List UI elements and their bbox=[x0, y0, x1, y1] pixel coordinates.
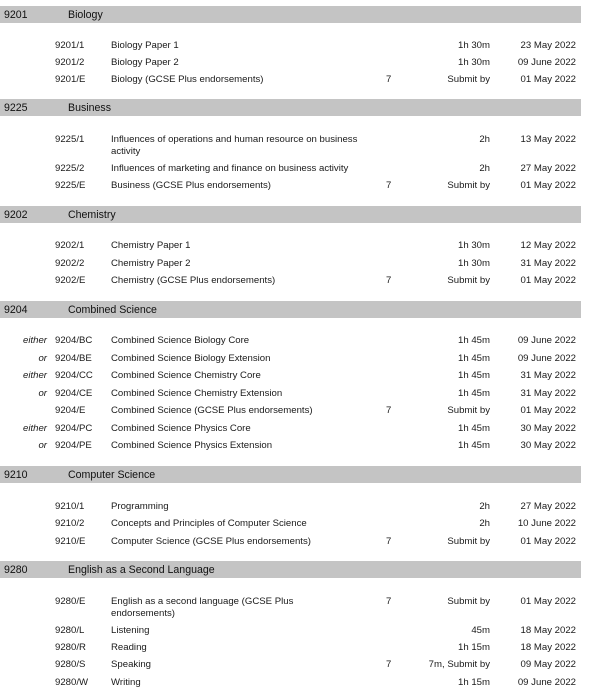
paper-code: 9280/E bbox=[55, 596, 86, 607]
table-row bbox=[0, 132, 595, 158]
table-row bbox=[0, 256, 595, 272]
duration: 1h 30m bbox=[458, 40, 490, 51]
paper-title: Reading bbox=[111, 642, 147, 653]
table-row bbox=[0, 675, 595, 691]
units: 7 bbox=[386, 275, 392, 286]
duration: 1h 45m bbox=[458, 370, 490, 381]
paper-title: Combined Science Physics Extension bbox=[111, 440, 273, 451]
section-header bbox=[0, 99, 581, 116]
duration: 2h bbox=[479, 163, 490, 174]
duration: 1h 30m bbox=[458, 240, 490, 251]
exam-date: 09 May 2022 bbox=[520, 659, 576, 670]
table-row bbox=[0, 640, 595, 656]
section-header bbox=[0, 561, 581, 578]
exam-date: 31 May 2022 bbox=[520, 258, 576, 269]
duration: 1h 15m bbox=[458, 642, 490, 653]
paper-code: 9204/E bbox=[55, 405, 86, 416]
paper-code: 9204/PE bbox=[55, 440, 92, 451]
paper-title: Chemistry Paper 2 bbox=[111, 258, 191, 269]
table-row bbox=[0, 238, 595, 254]
section-name: Combined Science bbox=[68, 303, 157, 316]
either-or-prefix: or bbox=[38, 440, 47, 451]
paper-title: Combined Science Biology Core bbox=[111, 335, 250, 346]
paper-code: 9280/S bbox=[55, 659, 86, 670]
table-row bbox=[0, 499, 595, 515]
paper-code: 9210/2 bbox=[55, 518, 85, 529]
duration: 1h 45m bbox=[458, 423, 490, 434]
paper-title: Computer Science (GCSE Plus endorsements) bbox=[111, 536, 311, 547]
paper-code: 9204/PC bbox=[55, 423, 93, 434]
section-header bbox=[0, 206, 581, 223]
paper-code: 9204/CC bbox=[55, 370, 93, 381]
paper-code: 9210/E bbox=[55, 536, 86, 547]
section-code: 9201 bbox=[4, 8, 28, 21]
exam-date: 01 May 2022 bbox=[520, 74, 576, 85]
exam-date: 09 June 2022 bbox=[517, 353, 576, 364]
section-header bbox=[0, 6, 581, 23]
table-row bbox=[0, 333, 595, 349]
units: 7 bbox=[386, 405, 392, 416]
duration: 1h 45m bbox=[458, 353, 490, 364]
table-row bbox=[0, 55, 595, 71]
either-or-prefix: or bbox=[38, 353, 47, 364]
either-or-prefix: either bbox=[23, 335, 47, 346]
table-row bbox=[0, 438, 595, 454]
either-or-prefix: or bbox=[38, 388, 47, 399]
exam-date: 01 May 2022 bbox=[520, 275, 576, 286]
paper-title: Chemistry (GCSE Plus endorsements) bbox=[111, 275, 276, 286]
exam-date: 01 May 2022 bbox=[520, 180, 576, 191]
table-row bbox=[0, 351, 595, 367]
duration: 2h bbox=[479, 501, 490, 512]
units: 7 bbox=[386, 596, 392, 607]
duration: 1h 45m bbox=[458, 388, 490, 399]
section-code: 9204 bbox=[4, 303, 28, 316]
paper-title: Biology Paper 2 bbox=[111, 57, 179, 68]
exam-date: 30 May 2022 bbox=[520, 423, 576, 434]
paper-code: 9210/1 bbox=[55, 501, 85, 512]
exam-date: 30 May 2022 bbox=[520, 440, 576, 451]
paper-title: Biology Paper 1 bbox=[111, 40, 179, 51]
paper-title: Chemistry Paper 1 bbox=[111, 240, 191, 251]
duration: Submit by bbox=[447, 536, 490, 547]
exam-date: 31 May 2022 bbox=[520, 370, 576, 381]
exam-date: 27 May 2022 bbox=[520, 163, 576, 174]
exam-date: 27 May 2022 bbox=[520, 501, 576, 512]
section-code: 9280 bbox=[4, 563, 28, 576]
exam-date: 01 May 2022 bbox=[520, 596, 576, 607]
exam-date: 09 June 2022 bbox=[517, 677, 576, 688]
exam-date: 01 May 2022 bbox=[520, 536, 576, 547]
duration: 1h 45m bbox=[458, 440, 490, 451]
section-header bbox=[0, 301, 581, 318]
section-header bbox=[0, 466, 581, 483]
exam-date: 09 June 2022 bbox=[517, 57, 576, 68]
exam-date: 31 May 2022 bbox=[520, 388, 576, 399]
duration: 1h 30m bbox=[458, 57, 490, 68]
table-row bbox=[0, 516, 595, 532]
paper-title: Influences of marketing and finance on business activity bbox=[111, 163, 349, 174]
exam-date: 18 May 2022 bbox=[520, 625, 576, 636]
table-row bbox=[0, 386, 595, 402]
paper-title: Combined Science Chemistry Extension bbox=[111, 388, 283, 399]
paper-title: Concepts and Principles of Computer Science bbox=[111, 518, 307, 529]
table-row bbox=[0, 421, 595, 437]
either-or-prefix: either bbox=[23, 423, 47, 434]
units: 7 bbox=[386, 74, 392, 85]
units: 7 bbox=[386, 536, 392, 547]
paper-title: Combined Science Physics Core bbox=[111, 423, 251, 434]
section-name: English as a Second Language bbox=[68, 563, 215, 576]
paper-code: 9280/R bbox=[55, 642, 86, 653]
table-row bbox=[0, 273, 595, 289]
exam-date: 09 June 2022 bbox=[517, 335, 576, 346]
duration: Submit by bbox=[447, 180, 490, 191]
units: 7 bbox=[386, 180, 392, 191]
paper-title: Combined Science Chemistry Core bbox=[111, 370, 261, 381]
paper-code: 9201/1 bbox=[55, 40, 85, 51]
duration: Submit by bbox=[447, 596, 490, 607]
paper-title: Business (GCSE Plus endorsements) bbox=[111, 180, 271, 191]
paper-title: Influences of operations and human resource on business activity bbox=[111, 134, 358, 157]
paper-code: 9225/1 bbox=[55, 134, 85, 145]
paper-title: Combined Science (GCSE Plus endorsements) bbox=[111, 405, 313, 416]
paper-code: 9202/2 bbox=[55, 258, 85, 269]
table-row bbox=[0, 38, 595, 54]
paper-code: 9280/W bbox=[55, 677, 89, 688]
duration: Submit by bbox=[447, 405, 490, 416]
paper-title: Speaking bbox=[111, 659, 152, 670]
duration: 7m, Submit by bbox=[428, 659, 490, 670]
table-row bbox=[0, 403, 595, 419]
section-code: 9202 bbox=[4, 208, 28, 221]
paper-code: 9225/E bbox=[55, 180, 86, 191]
paper-code: 9202/1 bbox=[55, 240, 85, 251]
section-name: Computer Science bbox=[68, 468, 156, 481]
paper-code: 9202/E bbox=[55, 275, 86, 286]
section-code: 9210 bbox=[4, 468, 28, 481]
table-row bbox=[0, 161, 595, 177]
paper-code: 9201/2 bbox=[55, 57, 85, 68]
duration: 2h bbox=[479, 518, 490, 529]
exam-date: 01 May 2022 bbox=[520, 405, 576, 416]
table-row bbox=[0, 72, 595, 88]
table-row bbox=[0, 178, 595, 194]
paper-code: 9225/2 bbox=[55, 163, 85, 174]
table-row bbox=[0, 594, 595, 620]
paper-title: Listening bbox=[111, 625, 150, 636]
paper-code: 9204/BE bbox=[55, 353, 92, 364]
paper-title: Programming bbox=[111, 501, 169, 512]
exam-date: 23 May 2022 bbox=[520, 40, 576, 51]
paper-code: 9204/CE bbox=[55, 388, 93, 399]
paper-code: 9201/E bbox=[55, 74, 86, 85]
paper-title: Combined Science Biology Extension bbox=[111, 353, 271, 364]
section-code: 9225 bbox=[4, 101, 28, 114]
units: 7 bbox=[386, 659, 392, 670]
paper-title: Writing bbox=[111, 677, 141, 688]
section-name: Business bbox=[68, 101, 111, 114]
table-row bbox=[0, 657, 595, 673]
duration: Submit by bbox=[447, 74, 490, 85]
paper-title: Biology (GCSE Plus endorsements) bbox=[111, 74, 264, 85]
paper-title: English as a second language (GCSE Plus endorsements) bbox=[111, 596, 294, 619]
paper-code: 9280/L bbox=[55, 625, 85, 636]
table-row bbox=[0, 623, 595, 639]
table-row bbox=[0, 534, 595, 550]
exam-date: 10 June 2022 bbox=[517, 518, 576, 529]
duration: 45m bbox=[471, 625, 490, 636]
duration: Submit by bbox=[447, 275, 490, 286]
paper-code: 9204/BC bbox=[55, 335, 93, 346]
exam-date: 12 May 2022 bbox=[520, 240, 576, 251]
exam-date: 18 May 2022 bbox=[520, 642, 576, 653]
duration: 1h 30m bbox=[458, 258, 490, 269]
table-row bbox=[0, 368, 595, 384]
exam-date: 13 May 2022 bbox=[520, 134, 576, 145]
either-or-prefix: either bbox=[23, 370, 47, 381]
section-name: Biology bbox=[68, 8, 103, 21]
duration: 1h 15m bbox=[458, 677, 490, 688]
section-name: Chemistry bbox=[68, 208, 116, 221]
duration: 1h 45m bbox=[458, 335, 490, 346]
duration: 2h bbox=[479, 134, 490, 145]
